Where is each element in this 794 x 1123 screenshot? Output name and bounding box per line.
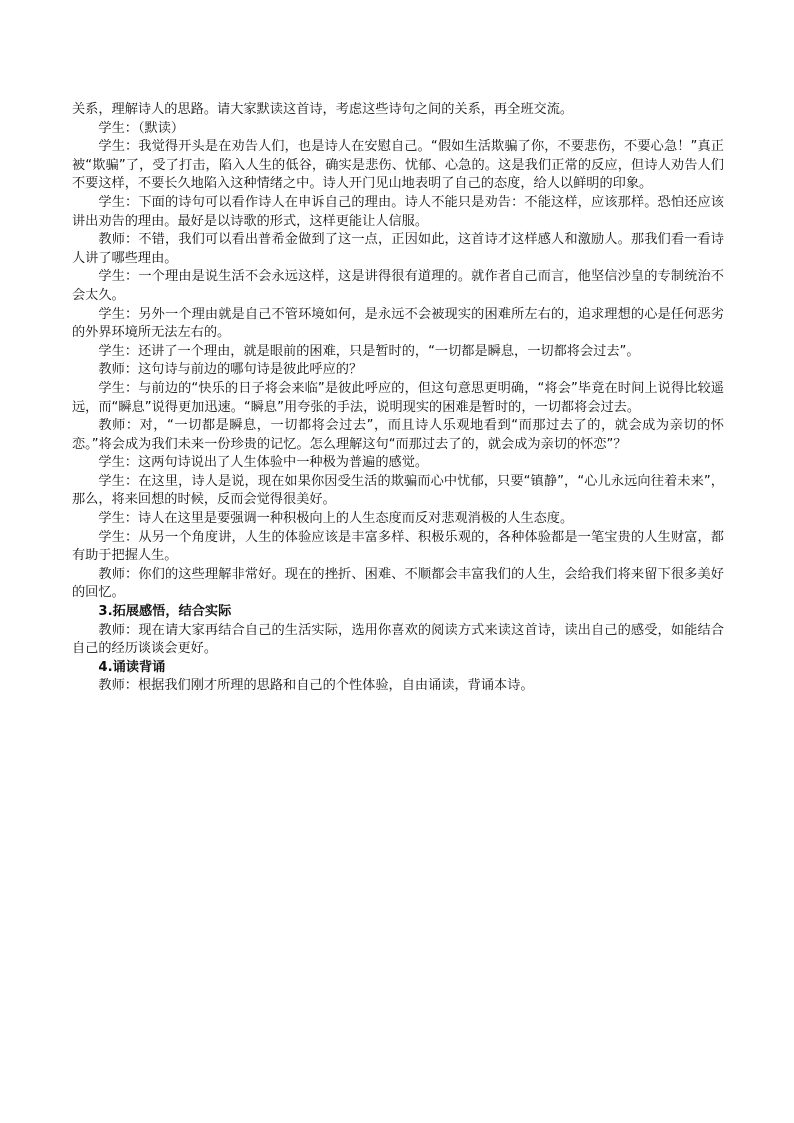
paragraph-student-reason-two: 学生：另外一个理由就是自己不管环境如何，是永远不会被现实的困难所左右的，追求理想的心是任何恶劣的外界环境所无法左右的。 [72,306,724,341]
paragraph-student-echo: 学生：与前边的“快乐的日子将会来临”是彼此呼应的，但这句意思更明确，“将会”毕竟在时间上说得比较遥远，而“瞬息”说得更加迅速。“瞬息”用夸张的手法，说明现实的困难是暂时的，一切都将会过去。 [72,380,724,415]
paragraph-teacher-recite: 教师：根据我们刚才所理的思路和自己的个性体验，自由诵读，背诵本诗。 [98,678,534,694]
paragraph-teacher-praise: 教师：你们的这些理解非常好。现在的挫折、困难、不顺都会丰富我们的人生，会给我们将来留下很多美好的回忆。 [72,566,724,601]
paragraph-student-wealth: 学生：从另一个角度讲，人生的体验应该是丰富多样、积极乐观的，各种体验都是一笔宝贵的人生财富，都有助于把握人生。 [72,529,724,564]
paragraph-student-reasons: 学生：下面的诗句可以看作诗人在申诉自己的理由。诗人不能只是劝告：不能这样，应该那样。恐怕还应该讲出劝告的理由。最好是以诗歌的形式，这样更能让人信服。 [72,194,724,229]
paragraph-teacher-question: 教师：这句诗与前边的哪句诗是彼此呼应的？ [98,362,363,378]
paragraph-student-experience: 学生：这两句诗说出了人生体验中一种极为普遍的感觉。 [98,455,429,471]
paragraph-teacher-memory: 教师：对，“一切都是瞬息，一切都将会过去”，而且诗人乐观地看到“而那过去了的，就会成为亲切的怀恋。”将会成为我们未来一份珍贵的记忆。怎么理解这句“而那过去了的，就会成为亲切的怀恋”？ [72,418,724,452]
paragraph-student-opening: 学生：我觉得开头是在劝告人们，也是诗人在安慰自己。“假如生活欺骗了你，不要悲伤，不要心急！”真正被“欺骗”了，受了打击，陷入人生的低谷，确实是悲伤、忧郁、心急的。这是我们正常的反应，但诗人劝告人们不要这样，不要长久地陷入这种情绪之中。诗人开门见山地表明了自己的态度，给人以鲜明的印象。 [72,139,724,192]
paragraph-student-attitude: 学生：诗人在这里是要强调一种积极向上的人生态度而反对悲观消极的人生态度。 [98,511,574,527]
paragraph-teacher-reading-task: 教师：现在请大家再结合自己的生活实际，选用你喜欢的阅读方式来读这首诗，读出自己的感受，如能结合自己的经历谈谈会更好。 [72,622,724,657]
paragraph-student-reason-one: 学生：一个理由是说生活不会永远这样，这是讲得很有道理的。就作者自己而言，他坚信沙皇的专制统治不会太久。 [72,269,724,303]
section-heading-expand: 3.拓展感悟，结合实际 [98,604,232,620]
paragraph-student-calm: 学生：在这里，诗人是说，现在如果你因受生活的欺骗而心中忧郁，只要“镇静”，“心儿永远向往着未来”，那么，将来回想的时候，反而会觉得很美好。 [72,473,724,508]
document-page [72,101,724,696]
section-heading-recite: 4.诵读背诵 [98,659,166,675]
paragraph-teacher-pushkin: 教师：不错，我们可以看出普希金做到了这一点，正因如此，这首诗才这样感人和激励人。那我们看一看诗人讲了哪些理由。 [72,232,724,266]
paragraph-continuation: 关系，理解诗人的思路。请大家默读这首诗，考虑这些诗句之间的关系，再全班交流。 [72,102,574,117]
paragraph-student-silent-reading: 学生：（默读） [98,120,185,136]
paragraph-student-reason-three: 学生：还讲了一个理由，就是眼前的困难，只是暂时的，“一切都是瞬息，一切都将会过去”。 [98,343,640,359]
